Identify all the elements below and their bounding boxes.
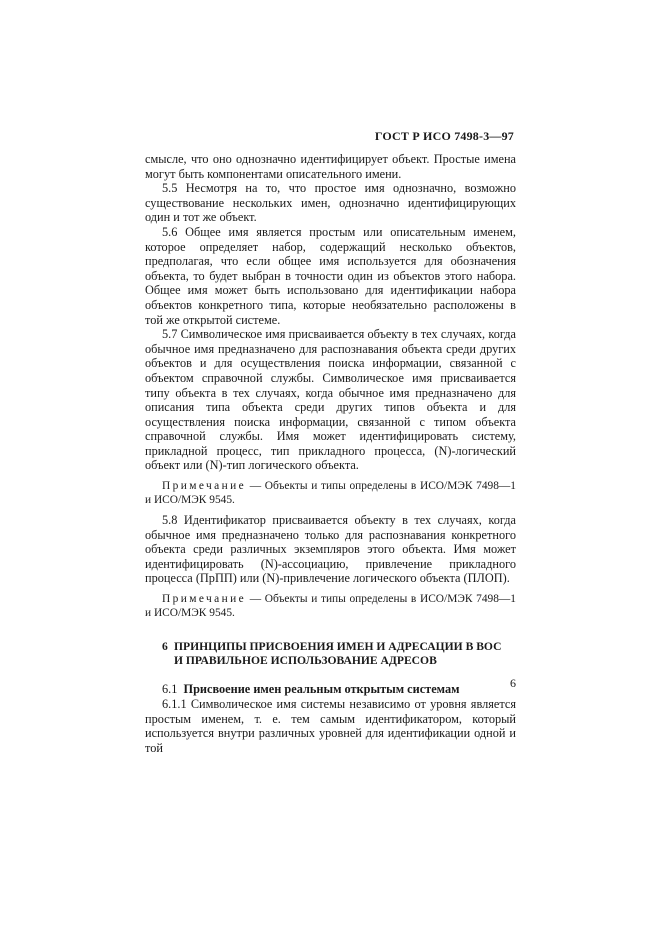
note-label: Примечание — [162, 593, 247, 606]
paragraph-5-5: 5.5 Несмотря на то, что простое имя однозначно, возможно существование нескольких имен, однозначно идентифицирующих один и тот же объект. — [145, 181, 516, 225]
body-text — [145, 152, 516, 755]
note-text: — Объекты и типы определены в ИСО/МЭК 7498—1 и ИСО/МЭК 9545. — [145, 593, 516, 620]
subsection-6-1-heading — [145, 682, 516, 697]
section-6-heading — [145, 640, 516, 668]
note-1 — [145, 479, 516, 507]
document-header: ГОСТ Р ИСО 7498-3—97 — [374, 129, 514, 143]
subsection-number: 6.1 — [162, 682, 178, 697]
paragraph-continuation: смысле, что оно однозначно идентифицирует объект. Простые имена могут быть компонентами описательного имени. — [145, 152, 516, 181]
note-text: — Объекты и типы определены в ИСО/МЭК 7498—1 и ИСО/МЭК 9545. — [145, 480, 516, 507]
page-number: 6 — [510, 676, 516, 690]
note-2 — [145, 592, 516, 620]
section-title-line2: И ПРАВИЛЬНОЕ ИСПОЛЬЗОВАНИЕ АДРЕСОВ — [174, 654, 437, 668]
paragraph-5-6: 5.6 Общее имя является простым или описательным именем, которое определяет набор, содержащий несколько объектов, предполагая, что если общее имя используется для обозначения объекта, то будет выбран в точности один из объектов этого набора. Общее имя может быть использовано для идентификации набора объектов конкретного типа, которые необязательно расположены в той же открытой системе. — [145, 224, 516, 327]
note-label: Примечание — [162, 480, 247, 493]
paragraph-5-8: 5.8 Идентификатор присваивается объекту в тех случаях, когда обычное имя предназначено только для распознавания конкретного объекта среди различных экземпляров этого объекта. Имя может идентифицировать (N)-ассоциацию, привлечение прикладного процесса (ПрПП) или (N)-привлечение логического объекта (ПЛОП). — [145, 513, 516, 586]
paragraph-5-7: 5.7 Символическое имя присваивается объекту в тех случаях, когда обычное имя предназначено для распознавания объекта среди других объектов и для осуществления поиска информации, связанной с объектом справочной службы. Символическое имя присваивается типу объекта в тех случаях, когда обычное имя предназначено для описания типа объекта среди других типов объекта и для осуществления поиска информации, связанной с типом объекта справочной службы. Имя может идентифицировать систему, прикладной процесс, тип прикладного процесса, (N)-логический объект или (N)-тип логического объекта. — [145, 327, 516, 473]
paragraph-6-1-1: 6.1.1 Символическое имя системы независимо от уровня является простым именем, т. е. тем самым идентификатором, который используется внутри различных уровней для идентификации одной и той — [145, 697, 516, 755]
subsection-title: Присвоение имен реальным открытым системам — [183, 682, 460, 697]
section-number: 6 — [162, 640, 168, 654]
section-title-line1: ПРИНЦИПЫ ПРИСВОЕНИЯ ИМЕН И АДРЕСАЦИИ В ВОС — [174, 640, 502, 654]
